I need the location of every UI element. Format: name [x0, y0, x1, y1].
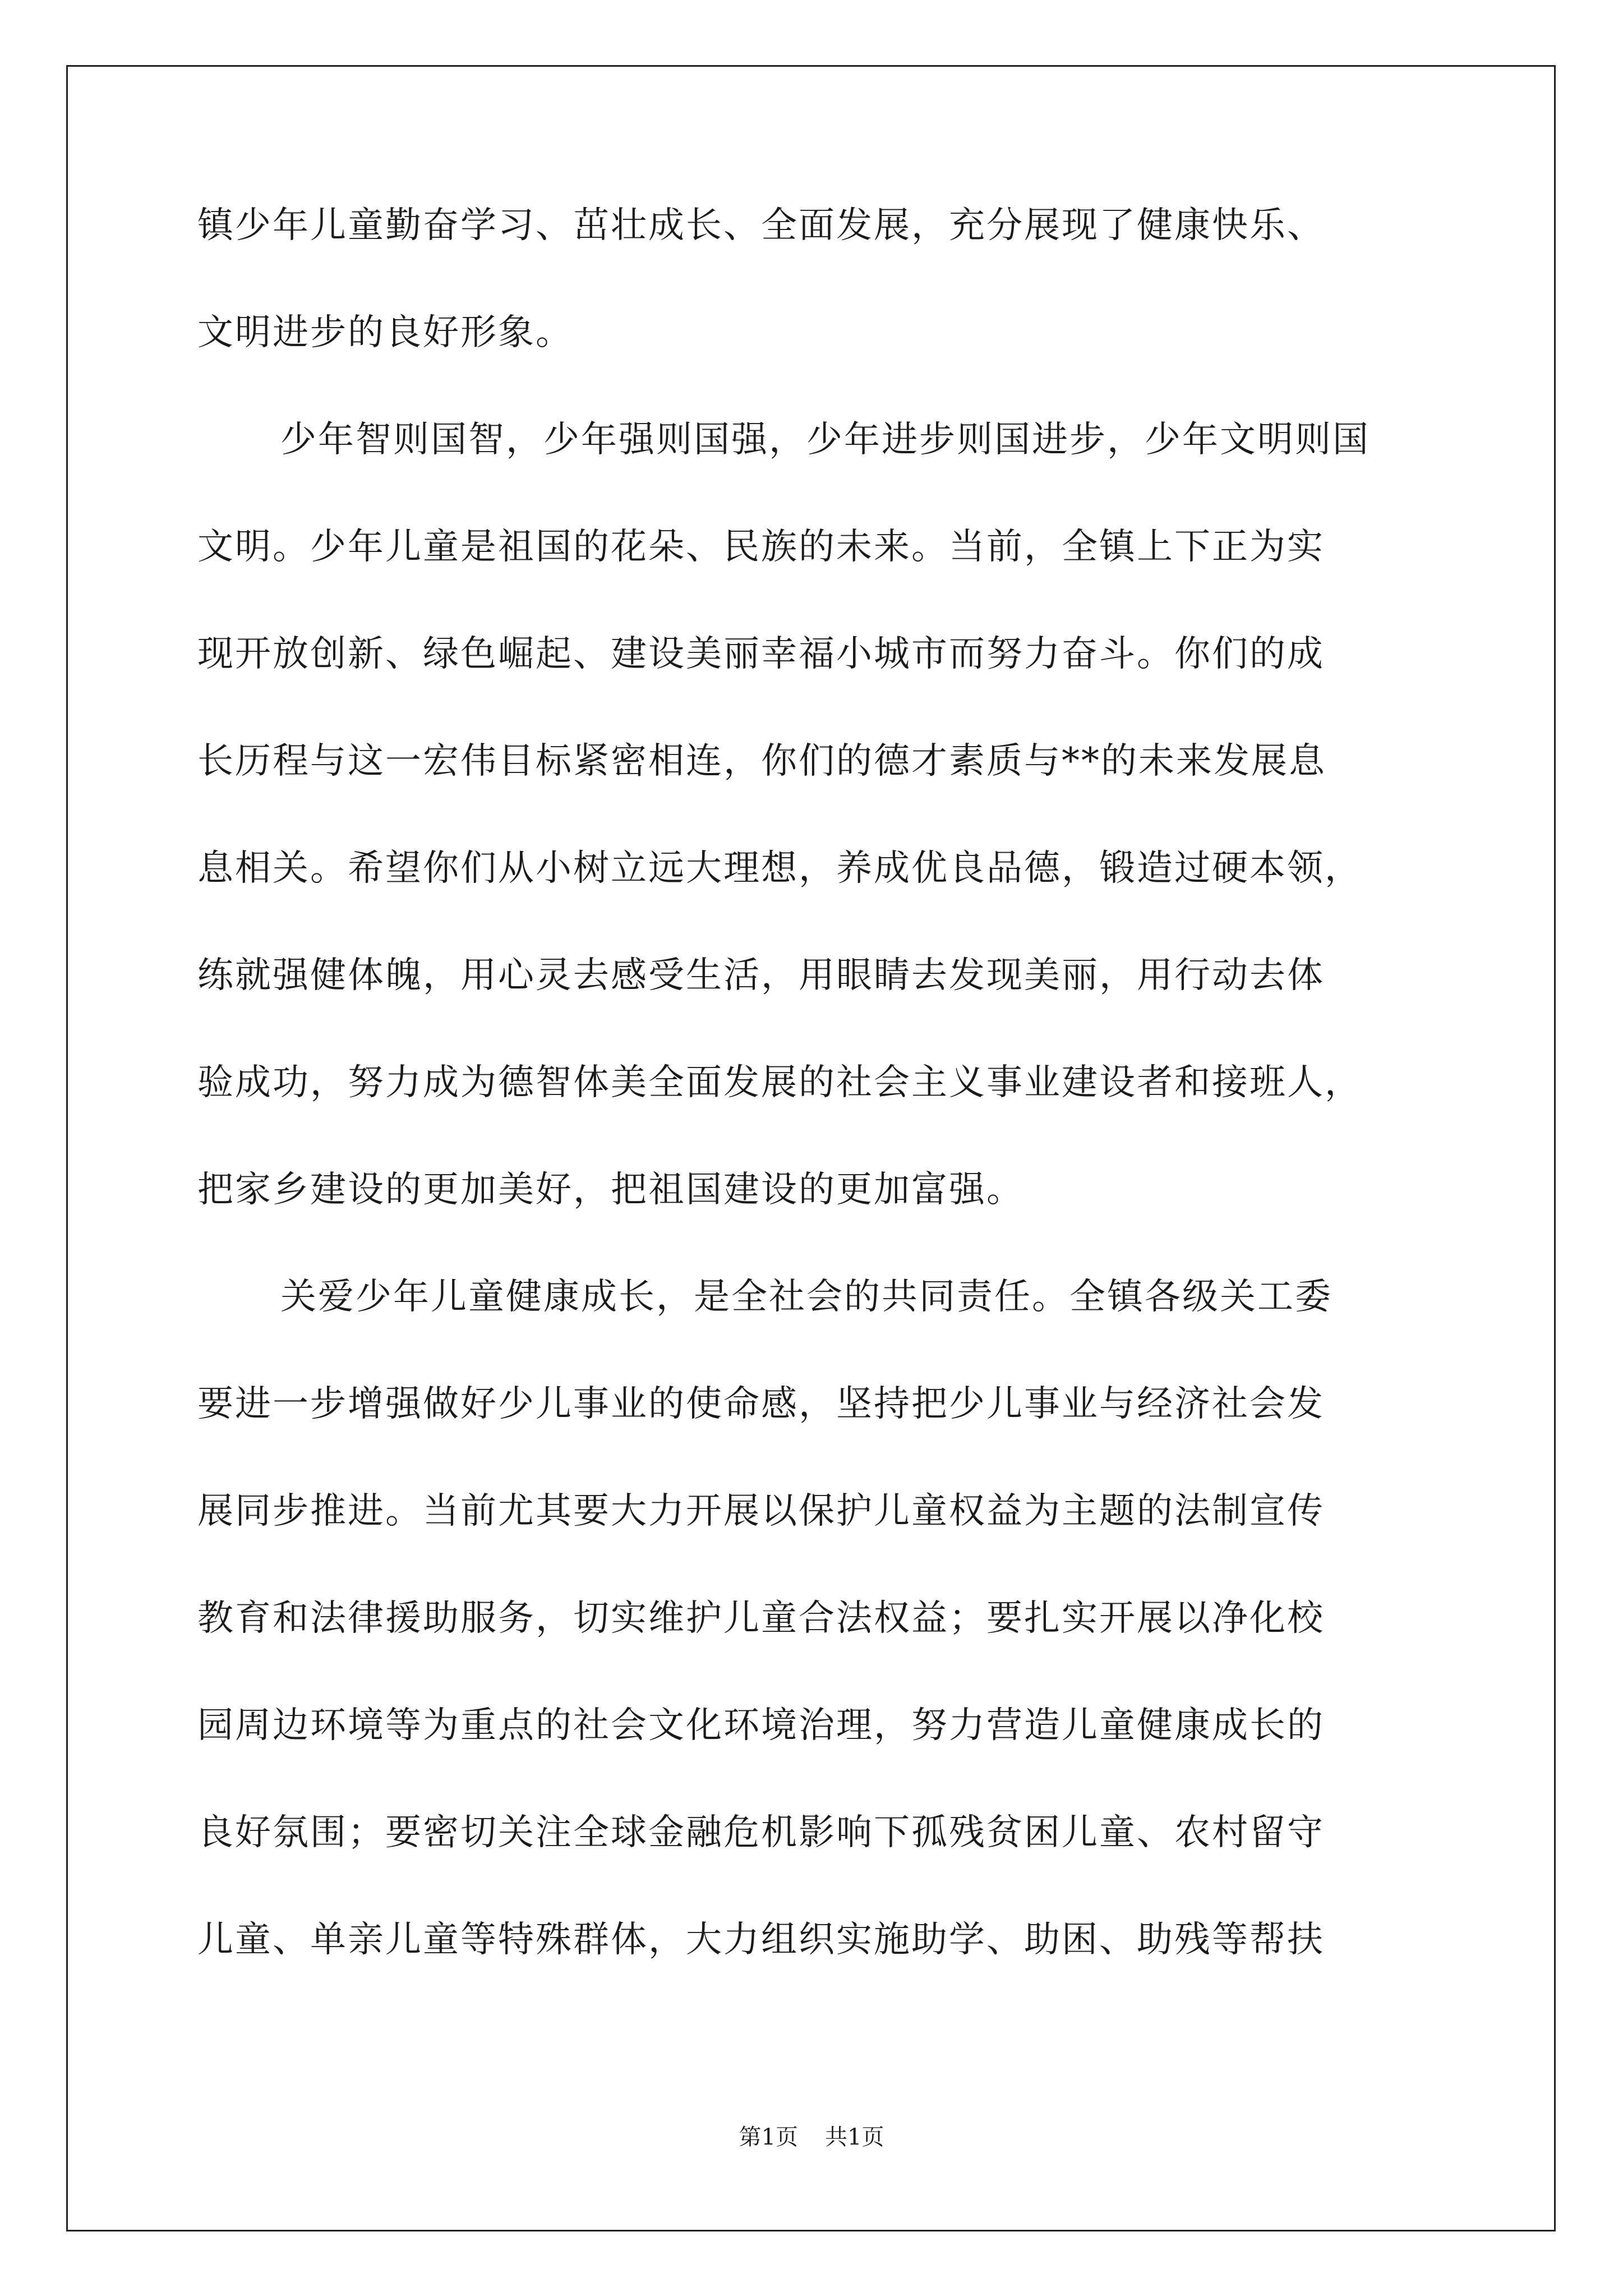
- document-body: [197, 205, 1454, 2029]
- page-number-total: 共1页: [825, 2124, 884, 2150]
- text-line: 良好氛围；要密切关注全球金融危机影响下孤残贫困儿童、农村留守: [197, 1812, 1325, 1853]
- paragraph-start-line: 关爱少年儿童健康成长，是全社会的共同责任。全镇各级关工委: [280, 1276, 1332, 1318]
- text-line: 把家乡建设的更加美好，把祖国建设的更加富强。: [197, 1169, 1024, 1211]
- page-footer: [0, 2126, 1623, 2148]
- text-line: 练就强健体魄，用心灵去感受生活，用眼睛去发现美丽，用行动去体: [197, 955, 1325, 996]
- text-line: 现开放创新、绿色崛起、建设美丽幸福小城市而努力奋斗。你们的成: [197, 633, 1325, 675]
- text-line: 长历程与这一宏伟目标紧密相连，你们的德才素质与**的未来发展息: [197, 740, 1326, 782]
- paragraph-start-line: 少年智则国智，少年强则国强，少年进步则国进步，少年文明则国: [280, 419, 1370, 461]
- text-line: 儿童、单亲儿童等特殊群体，大力组织实施助学、助困、助残等帮扶: [197, 1919, 1325, 1961]
- text-line: 园周边环境等为重点的社会文化环境治理，努力营造儿童健康成长的: [197, 1705, 1325, 1746]
- text-line: 展同步推进。当前尤其要大力开展以保护儿童权益为主题的法制宣传: [197, 1490, 1325, 1532]
- text-line: 文明进步的良好形象。: [197, 312, 573, 353]
- text-line: 要进一步增强做好少儿事业的使命感，坚持把少儿事业与经济社会发: [197, 1383, 1325, 1425]
- text-line: 验成功，努力成为德智体美全面发展的社会主义事业建设者和接班人，: [197, 1062, 1362, 1103]
- text-line: 息相关。希望你们从小树立远大理想，养成优良品德，锻造过硬本领，: [197, 848, 1362, 889]
- text-line: 镇少年儿童勤奋学习、茁壮成长、全面发展，充分展现了健康快乐、: [197, 205, 1325, 246]
- page-number-current: 第1页: [739, 2124, 798, 2150]
- text-line: 文明。少年儿童是祖国的花朵、民族的未来。当前，全镇上下正为实: [197, 526, 1325, 568]
- text-line: 教育和法律援助服务，切实维护儿童合法权益；要扎实开展以净化校: [197, 1598, 1325, 1639]
